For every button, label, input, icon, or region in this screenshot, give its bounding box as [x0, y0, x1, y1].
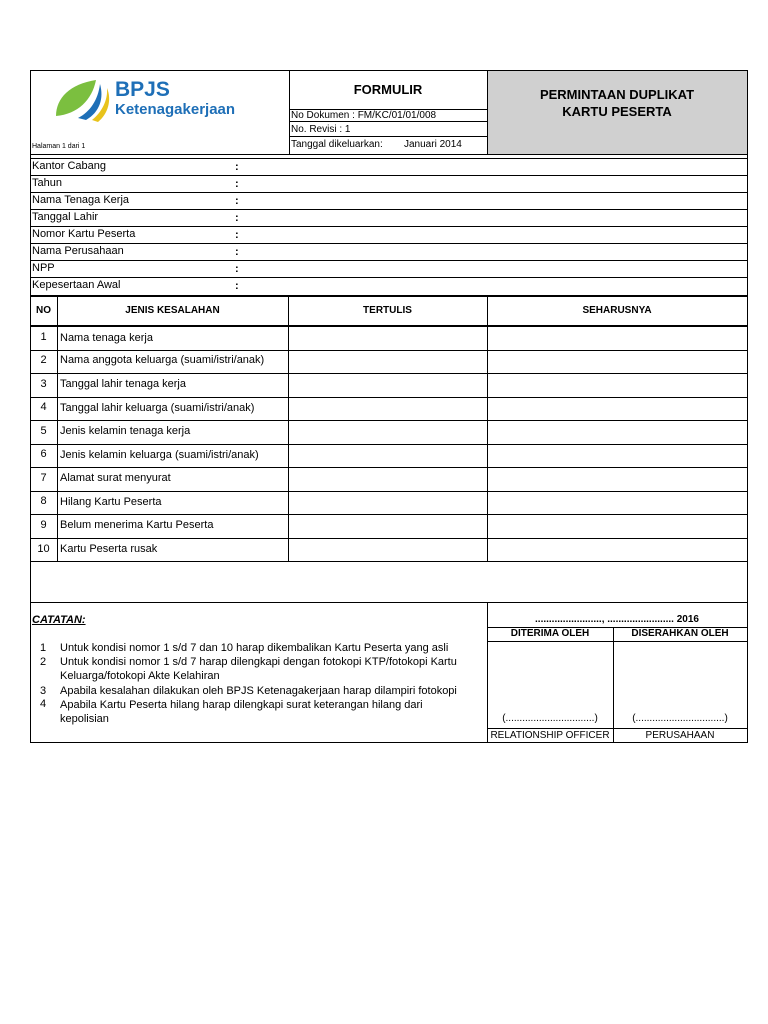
- field-label-npp: NPP: [32, 262, 55, 274]
- field-sep: :: [235, 263, 239, 275]
- rule: [30, 175, 748, 176]
- rule: [288, 295, 289, 561]
- row-label: Belum menerima Kartu Peserta: [60, 519, 214, 531]
- page-info: Halaman 1 dari 1: [32, 143, 86, 150]
- row-label: Alamat surat menyurat: [60, 472, 171, 484]
- rule: [30, 444, 748, 445]
- note-number: 4: [40, 698, 47, 710]
- field-sep: :: [235, 229, 239, 241]
- row-number: 6: [40, 448, 47, 460]
- logo-subtitle: Ketenagakerjaan: [115, 101, 236, 118]
- row-number: 10: [37, 543, 50, 555]
- rule: [30, 742, 748, 743]
- note-text: Untuk kondisi nomor 1 s/d 7 harap dilengkapi dengan fotokopi KTP/fotokopi Kartu: [60, 656, 457, 668]
- handed-by-label: DISERAHKAN OLEH: [631, 628, 729, 639]
- rule: [30, 420, 748, 421]
- field-sep: :: [235, 161, 239, 173]
- rule: [747, 70, 748, 742]
- rule: [30, 260, 748, 261]
- row-label: Jenis kelamin tenaga kerja: [60, 425, 191, 437]
- row-label: Nama anggota keluarga (suami/istri/anak): [60, 354, 265, 366]
- field-sep: :: [235, 280, 239, 292]
- field-sep: :: [235, 212, 239, 224]
- note-text: kepolisian: [60, 713, 109, 725]
- row-number: 8: [40, 495, 47, 507]
- rule: [30, 192, 748, 193]
- rule: [30, 158, 748, 159]
- signature-left: (................................): [502, 713, 598, 724]
- field-sep: :: [235, 246, 239, 258]
- row-number: 5: [40, 425, 47, 437]
- field-label-kepesertaan-awal: Kepesertaan Awal: [32, 279, 121, 291]
- field-label-nama-perusahaan: Nama Perusahaan: [32, 245, 124, 257]
- logo-title: BPJS: [115, 78, 170, 101]
- notes-title: CATATAN:: [32, 614, 86, 626]
- rule: [289, 121, 487, 122]
- doc-number: No Dokumen : FM/KC/01/01/008: [291, 110, 437, 121]
- rule: [613, 627, 614, 742]
- row-number: 9: [40, 519, 47, 531]
- note-number: 1: [40, 642, 47, 654]
- field-sep: :: [235, 195, 239, 207]
- rule: [289, 136, 487, 137]
- role-perusahaan: PERUSAHAAN: [645, 730, 715, 741]
- signature-date-line: ........................, ........................ 2016: [535, 614, 699, 625]
- row-label: Nama tenaga kerja: [60, 332, 153, 344]
- rule: [30, 397, 748, 398]
- rule: [30, 226, 748, 227]
- issued-label: Tanggal dikeluarkan:: [291, 139, 383, 150]
- rule: [30, 373, 748, 374]
- col-header-no: NO: [36, 305, 51, 316]
- col-header-tertulis: TERTULIS: [363, 305, 412, 316]
- col-header-seharusnya: SEHARUSNYA: [582, 305, 652, 316]
- rule: [30, 209, 748, 210]
- field-label-kantor-cabang: Kantor Cabang: [32, 160, 106, 172]
- note-text: Apabila kesalahan dilakukan oleh BPJS Ketenagakerjaan harap dilampiri fotokopi: [60, 685, 457, 697]
- form-title-line2: KARTU PESERTA: [562, 104, 672, 119]
- rule: [30, 325, 748, 327]
- rule: [30, 277, 748, 278]
- row-label: Hilang Kartu Peserta: [60, 496, 162, 508]
- received-by-label: DITERIMA OLEH: [510, 628, 590, 639]
- rule: [487, 295, 488, 561]
- field-label-nama-tenaga-kerja: Nama Tenaga Kerja: [32, 194, 130, 206]
- issued-value: Januari 2014: [404, 139, 462, 150]
- row-number: 4: [40, 401, 47, 413]
- note-text: Apabila Kartu Peserta hilang harap dilengkapi surat keterangan hilang dari: [60, 699, 423, 711]
- signature-right: (................................): [632, 713, 728, 724]
- note-text: Keluarga/fotokopi Akte Kelahiran: [60, 670, 220, 682]
- field-sep: :: [235, 178, 239, 190]
- rule: [487, 641, 747, 642]
- rule: [30, 538, 748, 539]
- note-number: 3: [40, 685, 47, 697]
- rule: [30, 295, 748, 297]
- row-label: Tanggal lahir tenaga kerja: [60, 378, 186, 390]
- role-relationship-officer: RELATIONSHIP OFFICER: [490, 730, 610, 741]
- bpjs-logo: [52, 76, 252, 122]
- rule: [487, 728, 747, 729]
- row-number: 1: [40, 331, 47, 343]
- row-number: 2: [40, 354, 47, 366]
- rule: [30, 467, 748, 468]
- field-label-nomor-kartu: Nomor Kartu Peserta: [32, 228, 136, 240]
- rule: [30, 154, 748, 155]
- note-text: Untuk kondisi nomor 1 s/d 7 dan 10 harap dikembalikan Kartu Peserta yang asli: [60, 642, 449, 654]
- rule: [30, 602, 748, 603]
- revision: No. Revisi : 1: [291, 124, 351, 135]
- form-title-line1: PERMINTAAN DUPLIKAT: [539, 87, 695, 102]
- row-number: 7: [40, 472, 47, 484]
- rule: [30, 243, 748, 244]
- rule: [30, 350, 748, 351]
- rule: [30, 514, 748, 515]
- logo-leaf-icon: [52, 76, 114, 122]
- field-label-tanggal-lahir: Tanggal Lahir: [32, 211, 99, 223]
- rule: [30, 70, 748, 71]
- rule: [57, 295, 58, 561]
- field-label-tahun: Tahun: [32, 177, 62, 189]
- note-number: 2: [40, 656, 47, 668]
- col-header-jenis: JENIS KESALAHAN: [125, 305, 220, 316]
- row-label: Tanggal lahir keluarga (suami/istri/anak): [60, 402, 255, 414]
- row-number: 3: [40, 378, 47, 390]
- rule: [30, 561, 748, 562]
- row-label: Kartu Peserta rusak: [60, 543, 158, 555]
- rule: [30, 491, 748, 492]
- row-label: Jenis kelamin keluarga (suami/istri/anak): [60, 449, 259, 461]
- form-word: FORMULIR: [353, 82, 423, 97]
